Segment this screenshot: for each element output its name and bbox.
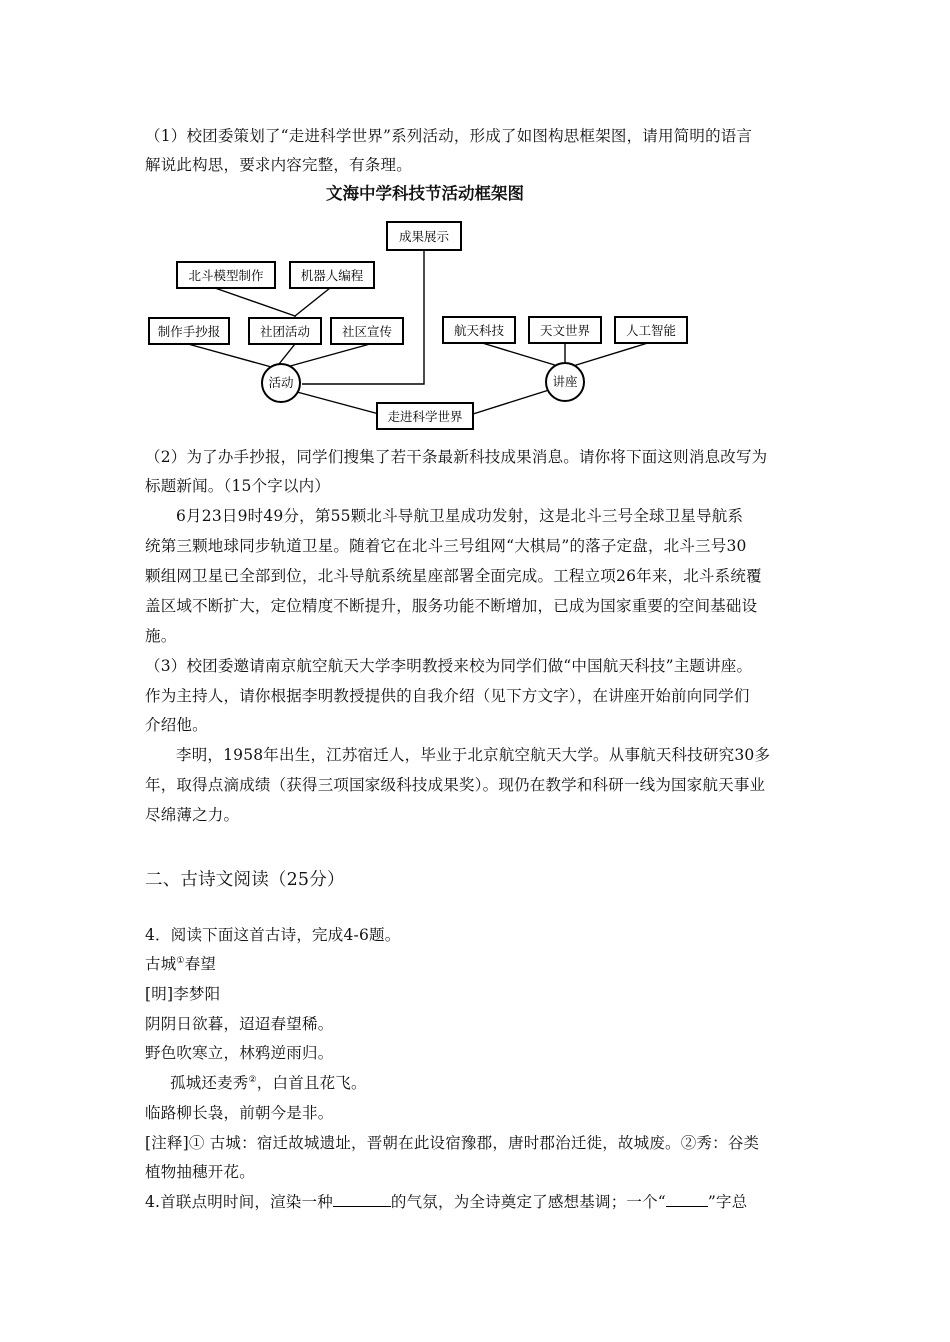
news-line-5: 施。 xyxy=(145,627,177,645)
node-hangtian-label: 航天科技 xyxy=(453,323,505,338)
intro-line-3: 尽绵薄之力。 xyxy=(145,806,240,824)
q4-part-3: ”字总 xyxy=(707,1193,748,1211)
node-tianwen xyxy=(529,317,601,343)
node-shouchao xyxy=(149,318,229,344)
poem-line-3-note-mark: ② xyxy=(248,1074,257,1085)
q1-line-2: 解说此构思，要求内容完整，有条理。 xyxy=(145,156,412,174)
node-tianwen-label: 天文世界 xyxy=(539,323,591,338)
figure-title: 文海中学科技节活动框架图 xyxy=(326,184,524,203)
intro-line-2: 年，取得点滴成绩（获得三项国家级科技成果奖）。现仍在教学和科研一线为国家航天事业 xyxy=(145,776,766,794)
poem-line-3-part-b: ，白首且花飞。 xyxy=(256,1074,367,1092)
q2-line-2: 标题新闻。（15个字以内） xyxy=(145,477,331,495)
section-2-title: 二、古诗文阅读（25分） xyxy=(145,870,345,890)
node-huodong-label: 活动 xyxy=(268,375,294,390)
node-hangtian xyxy=(443,317,515,343)
node-jiangzuo xyxy=(546,363,584,401)
edge-rengong-jiangzuo xyxy=(573,342,651,366)
poem-title-part-b: 春望 xyxy=(184,955,217,973)
node-shetuan xyxy=(249,318,321,344)
news-line-2: 统第三颗地球同步轨道卫星。随着它在北斗三号组网“大棋局”的落子定盘，北斗三号30 xyxy=(145,537,747,555)
edge-shetuan-huodong xyxy=(279,344,295,364)
poem-line-4: 临路柳长袅，前朝今是非。 xyxy=(145,1104,334,1122)
node-chengguo-label: 成果展示 xyxy=(398,229,450,244)
news-line-3: 颗组网卫星已全部到位，北斗导航系统星座部署全面完成。工程立项26年来，北斗系统覆 xyxy=(145,567,762,585)
activity-framework-diagram xyxy=(145,216,705,432)
q4-answer-blank-1[interactable] xyxy=(333,1192,391,1207)
node-rengong xyxy=(615,317,687,343)
node-shouchao-label: 制作手抄报 xyxy=(157,324,221,339)
q3-line-1: （3）校团委邀请南京航空航天大学李明教授来校为同学们做“中国航天科技”主题讲座。 xyxy=(145,657,753,675)
poem-line-3 xyxy=(170,1072,804,1094)
q1-line-1: （1）校团委策划了“走进科学世界”系列活动，形成了如图构思框架图，请用简明的语言 xyxy=(145,127,753,145)
node-beidou xyxy=(177,262,275,288)
node-jiqiren xyxy=(290,262,374,288)
edge-zoujin-jiangzuo xyxy=(473,390,549,414)
node-shequ-label: 社区宣传 xyxy=(341,324,393,339)
poem-line-2: 野色吹寒立，林鸦逆雨归。 xyxy=(145,1044,334,1062)
node-huodong xyxy=(262,364,300,402)
edge-shequ-huodong xyxy=(283,344,370,368)
node-shequ xyxy=(331,318,403,344)
node-chengguo xyxy=(387,222,461,250)
q3-line-2: 作为主持人，请你根据李明教授提供的自我介绍（见下方文字），在讲座开始前向同学们 xyxy=(145,687,750,705)
intro-line-1: 李明，1958年出生，江苏宿迁人，毕业于北京航空航天大学。从事航天科技研究30多 xyxy=(176,746,771,764)
edge-shouchao-huodong xyxy=(188,344,275,368)
poem-note-line-2: 植物抽穗开花。 xyxy=(145,1163,255,1181)
q4-line-1 xyxy=(145,1191,810,1213)
edge-huodong-zoujin xyxy=(297,392,379,414)
node-beidou-label: 北斗模型制作 xyxy=(188,268,264,283)
node-jiangzuo-label: 讲座 xyxy=(552,374,578,389)
q2-line-1: （2）为了办手抄报，同学们搜集了若干条最新科技成果消息。请你将下面这则消息改写为 xyxy=(145,448,768,466)
poem-instruction: 4．阅读下面这首古诗，完成4-6题。 xyxy=(145,926,401,944)
news-line-4: 盖区域不断扩大，定位精度不断提升，服务功能不断增加，已成为国家重要的空间基础设 xyxy=(145,597,758,615)
poem-line-3-part-a: 孤城还麦秀 xyxy=(170,1074,249,1092)
q3-line-3: 介绍他。 xyxy=(145,716,208,734)
poem-title xyxy=(145,953,810,975)
node-zoujin xyxy=(377,403,473,429)
node-shetuan-label: 社团活动 xyxy=(259,324,311,339)
q4-part-2: 的气氛，为全诗奠定了感想基调；一个“ xyxy=(390,1193,666,1211)
edge-hangtian-jiangzuo xyxy=(479,342,558,366)
poem-title-note-mark: ① xyxy=(176,955,185,966)
poem-title-part-a: 古城 xyxy=(145,955,177,973)
poem-author: [明]李梦阳 xyxy=(145,985,221,1003)
poem-line-1: 阴阴日欲暮，迢迢春望稀。 xyxy=(145,1015,334,1033)
poem-note-line-1: [注释]① 古城：宿迁故城遗址，晋朝在此设宿豫郡，唐时郡治迁徙，故城废。②秀：谷类 xyxy=(145,1134,760,1152)
q4-answer-blank-2[interactable] xyxy=(666,1192,708,1207)
edge-jiqiren-shetuan xyxy=(295,288,330,316)
node-jiqiren-label: 机器人编程 xyxy=(300,268,364,283)
edge-beidou-shetuan xyxy=(215,288,295,316)
node-zoujin-label: 走进科学世界 xyxy=(387,409,463,424)
news-line-1: 6月23日9时49分，第55颗北斗导航卫星成功发射，这是北斗三号全球卫星导航系 xyxy=(176,507,744,525)
node-rengong-label: 人工智能 xyxy=(625,323,677,338)
q4-part-1: 4.首联点明时间，渲染一种 xyxy=(145,1193,333,1211)
